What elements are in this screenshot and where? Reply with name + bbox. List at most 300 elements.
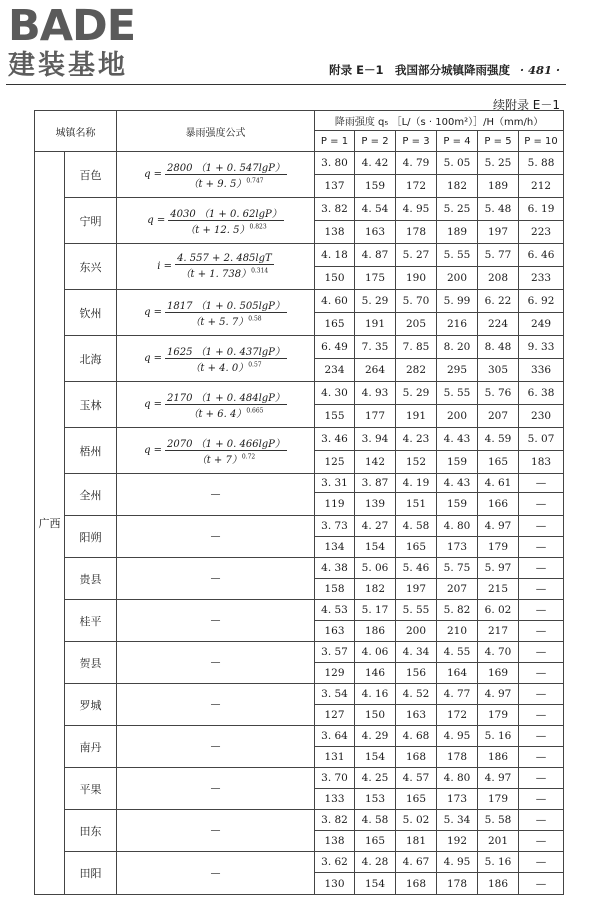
intensity-h-value: 183 <box>519 451 564 474</box>
intensity-q-value: 3. 82 <box>315 198 355 221</box>
intensity-q-value: 3. 62 <box>315 852 355 873</box>
intensity-q-value: 4. 53 <box>315 600 355 621</box>
intensity-h-value: 201 <box>478 831 519 852</box>
intensity-q-value: 4. 38 <box>315 558 355 579</box>
intensity-h-value: 165 <box>478 451 519 474</box>
intensity-h-value: 165 <box>396 537 437 558</box>
formula-none: — <box>210 741 221 752</box>
table-row <box>35 558 564 579</box>
intensity-q-value: 4. 30 <box>315 382 355 405</box>
intensity-q-value: 4. 54 <box>355 198 396 221</box>
intensity-q-value: 5. 16 <box>478 852 519 873</box>
formula-cell <box>117 768 315 810</box>
intensity-q-value: — <box>519 642 564 663</box>
intensity-q-value: 7. 35 <box>355 336 396 359</box>
city-name-cell: 阳朔 <box>65 516 117 558</box>
intensity-h-value: 178 <box>437 747 478 768</box>
formula-numerator: 2800 （1 + 0. 547lgP） <box>165 159 287 175</box>
formula-denominator-wrap <box>179 265 271 280</box>
formula-denominator-wrap <box>188 359 263 374</box>
formula-denominator: （t + 4. 0） <box>190 363 249 374</box>
intensity-h-value: 189 <box>478 175 519 198</box>
intensity-h-value: 249 <box>519 313 564 336</box>
table-row <box>35 768 564 789</box>
intensity-h-value: 153 <box>355 789 396 810</box>
intensity-h-value: 207 <box>437 579 478 600</box>
intensity-h-value: 182 <box>355 579 396 600</box>
formula-cell <box>117 852 315 895</box>
intensity-q-value: 4. 25 <box>355 768 396 789</box>
intensity-q-value: 5. 29 <box>355 290 396 313</box>
table-row <box>35 290 564 313</box>
intensity-h-value: 186 <box>478 873 519 895</box>
intensity-q-value: 4. 60 <box>315 290 355 313</box>
formula-cell <box>117 198 315 244</box>
running-header <box>329 62 560 78</box>
intensity-h-value: 192 <box>437 831 478 852</box>
intensity-h-value: — <box>519 705 564 726</box>
table-row <box>35 684 564 705</box>
intensity-q-value: 4. 97 <box>478 516 519 537</box>
intensity-h-value: 155 <box>315 405 355 428</box>
intensity-h-value: 210 <box>437 621 478 642</box>
city-name-cell: 北海 <box>65 336 117 382</box>
intensity-h-value: 223 <box>519 221 564 244</box>
table-row <box>35 152 564 175</box>
intensity-h-value: — <box>519 579 564 600</box>
city-name-cell: 玉林 <box>65 382 117 428</box>
intensity-h-value: 146 <box>355 663 396 684</box>
header-intensity: 降雨强度 q₅ ［L/（s · 100m²）］/H（mm/h） <box>315 111 564 131</box>
formula-exponent: 0.665 <box>246 407 264 415</box>
table-row <box>35 244 564 267</box>
formula-lhs: q = <box>147 215 166 226</box>
formula-none: — <box>210 699 221 710</box>
formula-none: — <box>210 573 221 584</box>
intensity-q-value: 3. 57 <box>315 642 355 663</box>
intensity-h-value: 134 <box>315 537 355 558</box>
formula-numerator: 2170 （1 + 0. 484lgP） <box>165 389 287 405</box>
intensity-q-value: 3. 82 <box>315 810 355 831</box>
table-row <box>35 642 564 663</box>
intensity-q-value: 4. 18 <box>315 244 355 267</box>
formula-cell <box>117 152 315 198</box>
intensity-h-value: 150 <box>355 705 396 726</box>
intensity-q-value: 6. 19 <box>519 198 564 221</box>
intensity-q-value: 5. 06 <box>355 558 396 579</box>
header-period: P = 5 <box>478 131 519 152</box>
intensity-h-value: 233 <box>519 267 564 290</box>
formula-lhs: q = <box>144 353 163 364</box>
intensity-q-value: 4. 59 <box>478 428 519 451</box>
intensity-h-value: 165 <box>355 831 396 852</box>
intensity-q-value: — <box>519 810 564 831</box>
formula-fraction <box>175 253 274 280</box>
formula-none: — <box>210 531 221 542</box>
intensity-q-value: 3. 94 <box>355 428 396 451</box>
intensity-h-value: 172 <box>437 705 478 726</box>
intensity-h-value: 127 <box>315 705 355 726</box>
header-rule <box>6 84 566 85</box>
intensity-h-value: 168 <box>396 747 437 768</box>
intensity-h-value: 169 <box>478 663 519 684</box>
table-row <box>35 726 564 747</box>
intensity-h-value: 137 <box>315 175 355 198</box>
intensity-h-value: — <box>519 537 564 558</box>
intensity-h-value: — <box>519 831 564 852</box>
intensity-q-value: 4. 42 <box>355 152 396 175</box>
formula-denominator: （t + 7） <box>196 455 242 466</box>
intensity-q-value: 6. 46 <box>519 244 564 267</box>
formula-denominator: （t + 1. 738） <box>180 269 252 280</box>
header-period: P = 1 <box>315 131 355 152</box>
intensity-h-value: 208 <box>478 267 519 290</box>
intensity-h-value: 164 <box>437 663 478 684</box>
city-name-cell: 梧州 <box>65 428 117 474</box>
intensity-q-value: 4. 97 <box>478 768 519 789</box>
intensity-q-value: — <box>519 474 564 493</box>
intensity-q-value: 4. 55 <box>437 642 478 663</box>
intensity-q-value: 4. 58 <box>396 516 437 537</box>
intensity-q-value: 6. 02 <box>478 600 519 621</box>
city-name-cell: 东兴 <box>65 244 117 290</box>
intensity-h-value: 166 <box>478 493 519 516</box>
formula-fraction <box>168 205 284 236</box>
intensity-h-value: 197 <box>396 579 437 600</box>
intensity-h-value: 142 <box>355 451 396 474</box>
intensity-h-value: 156 <box>396 663 437 684</box>
intensity-q-value: 9. 33 <box>519 336 564 359</box>
formula-lhs: q = <box>144 307 163 318</box>
intensity-q-value: 4. 28 <box>355 852 396 873</box>
table-row <box>35 516 564 537</box>
formula-exponent: 0.72 <box>241 453 256 461</box>
intensity-h-value: 138 <box>315 831 355 852</box>
formula-fraction <box>165 159 287 190</box>
header-formula: 暴雨强度公式 <box>117 111 315 152</box>
intensity-h-value: 133 <box>315 789 355 810</box>
intensity-q-value: 5. 99 <box>437 290 478 313</box>
intensity-q-value: — <box>519 516 564 537</box>
intensity-h-value: 173 <box>437 537 478 558</box>
formula-lhs: q = <box>144 169 163 180</box>
formula-denominator-wrap <box>186 405 265 420</box>
intensity-h-value: 186 <box>355 621 396 642</box>
intensity-h-value: 154 <box>355 747 396 768</box>
formula-denominator-wrap <box>195 451 257 466</box>
formula-exponent: 0.57 <box>248 361 262 369</box>
intensity-q-value: 4. 80 <box>437 768 478 789</box>
formula-none: — <box>210 825 221 836</box>
intensity-q-value: 5. 29 <box>396 382 437 405</box>
formula-fraction <box>165 297 287 328</box>
intensity-q-value: 5. 48 <box>478 198 519 221</box>
formula-fraction <box>165 389 287 420</box>
intensity-h-value: — <box>519 873 564 895</box>
intensity-h-value: 177 <box>355 405 396 428</box>
intensity-q-value: 5. 34 <box>437 810 478 831</box>
intensity-h-value: 119 <box>315 493 355 516</box>
intensity-q-value: 5. 16 <box>478 726 519 747</box>
intensity-q-value: 7. 85 <box>396 336 437 359</box>
intensity-q-value: 4. 61 <box>478 474 519 493</box>
formula-denominator-wrap <box>188 313 263 328</box>
intensity-h-value: 190 <box>396 267 437 290</box>
intensity-h-value: 186 <box>478 747 519 768</box>
intensity-q-value: 3. 73 <box>315 516 355 537</box>
province-cell: 广西 <box>35 152 65 895</box>
intensity-q-value: 4. 16 <box>355 684 396 705</box>
intensity-q-value: 4. 93 <box>355 382 396 405</box>
formula-denominator: （t + 6. 4） <box>188 409 247 420</box>
intensity-h-value: 181 <box>396 831 437 852</box>
formula-cell <box>117 290 315 336</box>
intensity-h-value: — <box>519 493 564 516</box>
intensity-h-value: 130 <box>315 873 355 895</box>
intensity-q-value: 3. 46 <box>315 428 355 451</box>
intensity-q-value: 5. 25 <box>478 152 519 175</box>
formula-lhs: q = <box>144 445 163 456</box>
intensity-q-value: 4. 67 <box>396 852 437 873</box>
intensity-q-value: — <box>519 768 564 789</box>
intensity-q-value: 5. 46 <box>396 558 437 579</box>
intensity-q-value: 5. 05 <box>437 152 478 175</box>
intensity-h-value: 336 <box>519 359 564 382</box>
intensity-h-value: 131 <box>315 747 355 768</box>
intensity-h-value: 175 <box>355 267 396 290</box>
intensity-h-value: 217 <box>478 621 519 642</box>
formula-numerator: 4. 557 + 2. 485lgT <box>177 253 272 264</box>
intensity-h-value: 152 <box>396 451 437 474</box>
logo-chinese-name: 建装基地 <box>8 50 128 81</box>
intensity-h-value: 182 <box>437 175 478 198</box>
intensity-q-value: 5. 27 <box>396 244 437 267</box>
intensity-q-value: 4. 58 <box>355 810 396 831</box>
formula-none: — <box>210 615 221 626</box>
rainfall-intensity-table <box>34 110 564 895</box>
formula-cell <box>117 244 315 290</box>
city-name-cell: 平果 <box>65 768 117 810</box>
formula-denominator: （t + 5. 7） <box>190 317 249 328</box>
formula-exponent: 0.823 <box>249 223 267 231</box>
formula-fraction <box>165 343 287 374</box>
intensity-q-value: 5. 17 <box>355 600 396 621</box>
formula-cell <box>117 726 315 768</box>
city-name-cell: 百色 <box>65 152 117 198</box>
intensity-q-value: 5. 97 <box>478 558 519 579</box>
intensity-q-value: 4. 95 <box>437 726 478 747</box>
intensity-q-value: — <box>519 726 564 747</box>
intensity-q-value: 5. 82 <box>437 600 478 621</box>
intensity-q-value: 5. 75 <box>437 558 478 579</box>
intensity-q-value: 5. 70 <box>396 290 437 313</box>
intensity-q-value: 3. 54 <box>315 684 355 705</box>
intensity-q-value: 8. 48 <box>478 336 519 359</box>
intensity-q-value: 4. 87 <box>355 244 396 267</box>
formula-cell <box>117 642 315 684</box>
city-name-cell: 贺县 <box>65 642 117 684</box>
intensity-q-value: 4. 19 <box>396 474 437 493</box>
formula-numerator: 2070 （1 + 0. 466lgP） <box>165 435 287 451</box>
intensity-q-value: 4. 57 <box>396 768 437 789</box>
intensity-h-value: 216 <box>437 313 478 336</box>
intensity-q-value: 4. 97 <box>478 684 519 705</box>
city-name-cell: 宁明 <box>65 198 117 244</box>
intensity-h-value: 163 <box>396 705 437 726</box>
intensity-h-value: 129 <box>315 663 355 684</box>
table-row <box>35 382 564 405</box>
intensity-h-value: 234 <box>315 359 355 382</box>
intensity-q-value: — <box>519 852 564 873</box>
intensity-h-value: 165 <box>396 789 437 810</box>
city-name-cell: 罗城 <box>65 684 117 726</box>
intensity-q-value: — <box>519 684 564 705</box>
intensity-h-value: 154 <box>355 537 396 558</box>
intensity-h-value: — <box>519 789 564 810</box>
intensity-h-value: — <box>519 747 564 768</box>
intensity-q-value: 4. 70 <box>478 642 519 663</box>
intensity-h-value: 163 <box>355 221 396 244</box>
intensity-h-value: 178 <box>396 221 437 244</box>
intensity-h-value: 154 <box>355 873 396 895</box>
formula-cell <box>117 684 315 726</box>
intensity-q-value: 4. 77 <box>437 684 478 705</box>
intensity-h-value: 200 <box>396 621 437 642</box>
formula-denominator: （t + 12. 5） <box>185 225 250 236</box>
header-period: P = 4 <box>437 131 478 152</box>
formula-exponent: 0.58 <box>248 315 262 323</box>
header-period: P = 2 <box>355 131 396 152</box>
intensity-h-value: 173 <box>437 789 478 810</box>
intensity-h-value: 191 <box>396 405 437 428</box>
intensity-q-value: 3. 70 <box>315 768 355 789</box>
formula-cell <box>117 336 315 382</box>
logo-wordmark: BADE <box>8 1 136 51</box>
city-name-cell: 钦州 <box>65 290 117 336</box>
intensity-q-value: 6. 22 <box>478 290 519 313</box>
intensity-h-value: 165 <box>315 313 355 336</box>
intensity-h-value: 282 <box>396 359 437 382</box>
intensity-q-value: 5. 55 <box>396 600 437 621</box>
intensity-h-value: 163 <box>315 621 355 642</box>
intensity-h-value: 200 <box>437 405 478 428</box>
formula-cell <box>117 474 315 516</box>
intensity-h-value: 150 <box>315 267 355 290</box>
city-name-cell: 南丹 <box>65 726 117 768</box>
intensity-h-value: 172 <box>396 175 437 198</box>
intensity-q-value: 4. 27 <box>355 516 396 537</box>
formula-fraction <box>165 435 287 466</box>
intensity-h-value: 139 <box>355 493 396 516</box>
intensity-h-value: 151 <box>396 493 437 516</box>
formula-cell <box>117 382 315 428</box>
formula-none: — <box>210 657 221 668</box>
intensity-q-value: 5. 76 <box>478 382 519 405</box>
intensity-h-value: 159 <box>437 493 478 516</box>
city-name-cell: 田东 <box>65 810 117 852</box>
table-row <box>35 600 564 621</box>
intensity-h-value: — <box>519 663 564 684</box>
formula-cell <box>117 516 315 558</box>
intensity-q-value: 6. 92 <box>519 290 564 313</box>
formula-lhs: i = <box>157 261 173 272</box>
formula-numerator: 1625 （1 + 0. 437lgP） <box>165 343 287 359</box>
formula-numerator: 4030 （1 + 0. 62lgP） <box>168 205 284 221</box>
intensity-h-value: 189 <box>437 221 478 244</box>
intensity-h-value: 200 <box>437 267 478 290</box>
intensity-h-value: 295 <box>437 359 478 382</box>
intensity-q-value: 3. 31 <box>315 474 355 493</box>
formula-cell <box>117 600 315 642</box>
intensity-q-value: 4. 52 <box>396 684 437 705</box>
running-header-title: 附录 E－1 我国部分城镇降雨强度 <box>329 63 510 77</box>
city-name-cell: 桂平 <box>65 600 117 642</box>
intensity-h-value: 197 <box>478 221 519 244</box>
intensity-h-value: 179 <box>478 789 519 810</box>
city-name-cell: 贵县 <box>65 558 117 600</box>
header-city-name: 城镇名称 <box>35 111 117 152</box>
intensity-h-value: 138 <box>315 221 355 244</box>
table-body <box>35 152 564 895</box>
intensity-q-value: — <box>519 558 564 579</box>
intensity-h-value: 264 <box>355 359 396 382</box>
intensity-h-value: 207 <box>478 405 519 428</box>
intensity-q-value: 4. 23 <box>396 428 437 451</box>
header-period: P = 10 <box>519 131 564 152</box>
formula-exponent: 0.314 <box>251 267 269 275</box>
intensity-h-value: 158 <box>315 579 355 600</box>
table-row <box>35 198 564 221</box>
formula-lhs: q = <box>144 399 163 410</box>
city-name-cell: 全州 <box>65 474 117 516</box>
intensity-q-value: 4. 06 <box>355 642 396 663</box>
intensity-q-value: 5. 58 <box>478 810 519 831</box>
formula-none: — <box>210 489 221 500</box>
intensity-q-value: 4. 68 <box>396 726 437 747</box>
city-name-cell: 田阳 <box>65 852 117 895</box>
formula-denominator-wrap <box>186 175 265 190</box>
intensity-h-value: 159 <box>355 175 396 198</box>
intensity-h-value: 179 <box>478 705 519 726</box>
intensity-q-value: 4. 79 <box>396 152 437 175</box>
formula-cell <box>117 810 315 852</box>
intensity-h-value: 125 <box>315 451 355 474</box>
intensity-q-value: 4. 34 <box>396 642 437 663</box>
intensity-q-value: — <box>519 600 564 621</box>
intensity-q-value: 8. 20 <box>437 336 478 359</box>
intensity-q-value: 5. 55 <box>437 244 478 267</box>
intensity-h-value: 212 <box>519 175 564 198</box>
intensity-q-value: 4. 43 <box>437 474 478 493</box>
table-row <box>35 852 564 873</box>
intensity-q-value: 5. 77 <box>478 244 519 267</box>
table-row <box>35 474 564 493</box>
intensity-q-value: 4. 43 <box>437 428 478 451</box>
intensity-h-value: — <box>519 621 564 642</box>
intensity-h-value: 168 <box>396 873 437 895</box>
intensity-q-value: 4. 29 <box>355 726 396 747</box>
intensity-h-value: 191 <box>355 313 396 336</box>
intensity-q-value: 4. 95 <box>437 852 478 873</box>
intensity-h-value: 224 <box>478 313 519 336</box>
intensity-h-value: 205 <box>396 313 437 336</box>
intensity-q-value: 5. 02 <box>396 810 437 831</box>
intensity-q-value: 3. 80 <box>315 152 355 175</box>
intensity-q-value: 4. 80 <box>437 516 478 537</box>
publisher-logo <box>8 1 178 88</box>
formula-cell <box>117 558 315 600</box>
formula-exponent: 0.747 <box>246 177 264 185</box>
